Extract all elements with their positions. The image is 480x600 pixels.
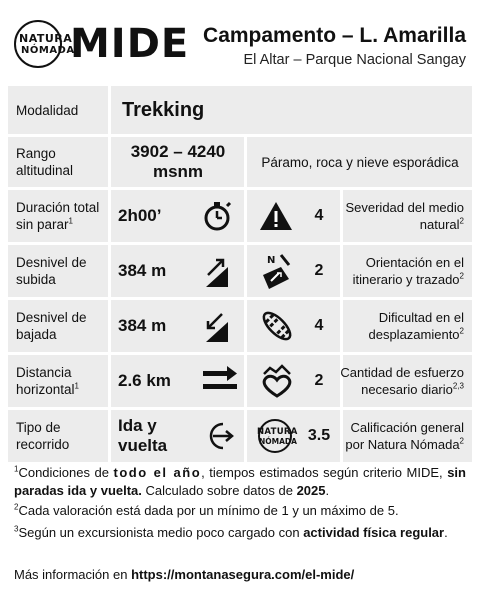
criterion-line: por Natura Nómada [345,437,460,452]
divider [244,410,247,462]
label-line: Desnivel de [16,255,87,270]
label-line: Rango [16,146,56,161]
more-info-link[interactable]: https://montanasegura.com/el-mide/ [131,567,355,582]
footnote-text: . [444,525,448,540]
row-bajada [8,300,472,352]
footnote-ref: 1 [68,216,73,226]
row-label [16,190,114,242]
footnote-3 [14,524,466,542]
subida-value-text: 384 m [118,261,167,280]
modalidad-value: Trekking [122,98,205,121]
page-subtitle: El Altar – Parque Nacional Sangay [243,52,466,68]
footnote-marker: 3 [14,524,19,534]
row-subida [8,245,472,297]
criterion-line: Cantidad de esfuerzo [340,365,464,380]
rango-description: Páramo, roca y nieve esporádica [261,154,459,170]
subida-criterion [338,245,464,297]
heart-effort-icon [256,359,298,403]
footnote-2 [14,502,466,520]
footnote-bold: actividad física regular [303,525,445,540]
tipo-value-line: vuelta [118,436,168,455]
label-line: Duración total [16,200,100,215]
label-line: Distancia [16,365,72,380]
logo-text-top: NATURA [257,427,298,437]
duracion-score: 4 [314,207,324,224]
mide-table [8,86,472,462]
divider [108,245,111,297]
criterion-line: desplazamiento [368,327,460,342]
divider [244,300,247,352]
more-info-text: Más información en [14,567,132,582]
row-duracion [8,190,472,242]
bajada-score: 4 [314,317,324,334]
stopwatch-icon [198,198,238,234]
rango-value-line: 3902 – 4240 [130,142,226,161]
label-line: sin parar [16,217,69,232]
divider [108,410,111,462]
divider [108,190,111,242]
label-line: bajada [16,327,57,342]
footnote-ref: 2 [459,271,464,281]
divider [244,355,247,407]
label-line: recorrido [16,437,70,452]
row-label: Modalidad [16,102,79,118]
natura-nomada-logo [250,418,300,454]
divider [108,86,111,134]
footnote-text: , tiempos estimados según criterio MIDE, [201,465,448,480]
duracion-value [118,190,161,242]
duracion-criterion [338,190,464,242]
footnote-bold: 2025 [296,483,326,498]
footnote-ref: 2,3 [452,381,464,391]
logo-text-bottom: NÓMADA [259,437,297,446]
divider [244,190,247,242]
footnote-text: Según un excursionista medio poco cargado con [18,525,304,540]
bajada-value-text: 384 m [118,316,167,335]
footnote-ref: 2 [459,216,464,226]
footnote-text: Condiciones de [18,465,114,480]
footnote-text: Calculado sobre datos de [141,483,297,498]
row-label [16,355,114,407]
descent-icon [200,306,240,346]
row-label [16,245,114,297]
bajada-criterion [338,300,464,352]
tipo-score: 3.5 [307,427,331,444]
distancia-value [118,355,171,407]
boot-sole-icon [256,304,298,348]
criterion-line: Orientación en el [365,255,464,270]
criterion-line: Dificultad en el [378,310,464,325]
tipo-value [118,410,167,462]
footnote-marker: 2 [14,502,19,512]
distancia-score: 2 [314,372,324,389]
criterion-line: natural [419,217,460,232]
logo-text-bottom: NÓMADA [21,45,75,56]
compass-map-icon [256,249,298,293]
row-distancia [8,355,472,407]
page-title: Campamento – L. Amarilla [203,24,466,47]
label-line: horizontal [16,382,75,397]
more-info [14,566,466,584]
rango-value-unit: msnm [152,162,204,181]
label-line: altitudinal [16,163,74,178]
logo-text-top: NATURA [19,32,73,45]
subida-value [118,245,166,297]
footnote-marker: 1 [14,464,19,474]
subida-score: 2 [314,262,324,279]
warning-icon [254,198,298,234]
label-line: Desnivel de [16,310,87,325]
rango-value [112,137,244,187]
row-rango [8,137,472,187]
distancia-value-text: 2.6 km [118,371,171,390]
bajada-value [118,300,166,352]
label-line: subida [16,272,56,287]
tipo-criterion [338,410,464,462]
footnote-1 [14,464,466,500]
divider [244,137,247,187]
footnote-bold: todo el año [113,465,202,480]
duracion-value-text: 2h00’ [118,206,162,225]
row-tipo [8,410,472,462]
footnote-ref: 2 [459,436,464,446]
criterion-line: Calificación general [350,420,464,435]
footnote-bold: sin paradas ida y vuelta. [14,465,466,498]
natura-nomada-mide-logo [14,20,190,70]
divider [108,300,111,352]
row-label [16,137,114,187]
divider [244,245,247,297]
footnote-ref: 2 [459,326,464,336]
criterion-line: itinerario y trazado [352,272,460,287]
row-modalidad [8,86,472,134]
row-label [16,300,114,352]
svg-text:N: N [267,255,276,266]
logo-mide-word: MIDE [70,21,190,67]
footnote-text: . [325,483,330,498]
divider [108,355,111,407]
divider [108,137,111,187]
criterion-line: Severidad del medio [345,200,464,215]
footnote-text: Cada valoración está dada por un mínimo de 1 y un máximo de 5. [18,503,399,518]
label-line: Tipo de [16,420,61,435]
footnote-ref: 1 [74,381,79,391]
criterion-line: necesario diario [361,382,453,397]
return-route-icon [200,418,240,454]
distance-arrows-icon [200,363,240,399]
tipo-value-line: Ida y [118,416,157,435]
ascent-icon [200,251,240,291]
row-label [16,410,114,462]
header [0,0,480,86]
distancia-criterion [338,355,464,407]
